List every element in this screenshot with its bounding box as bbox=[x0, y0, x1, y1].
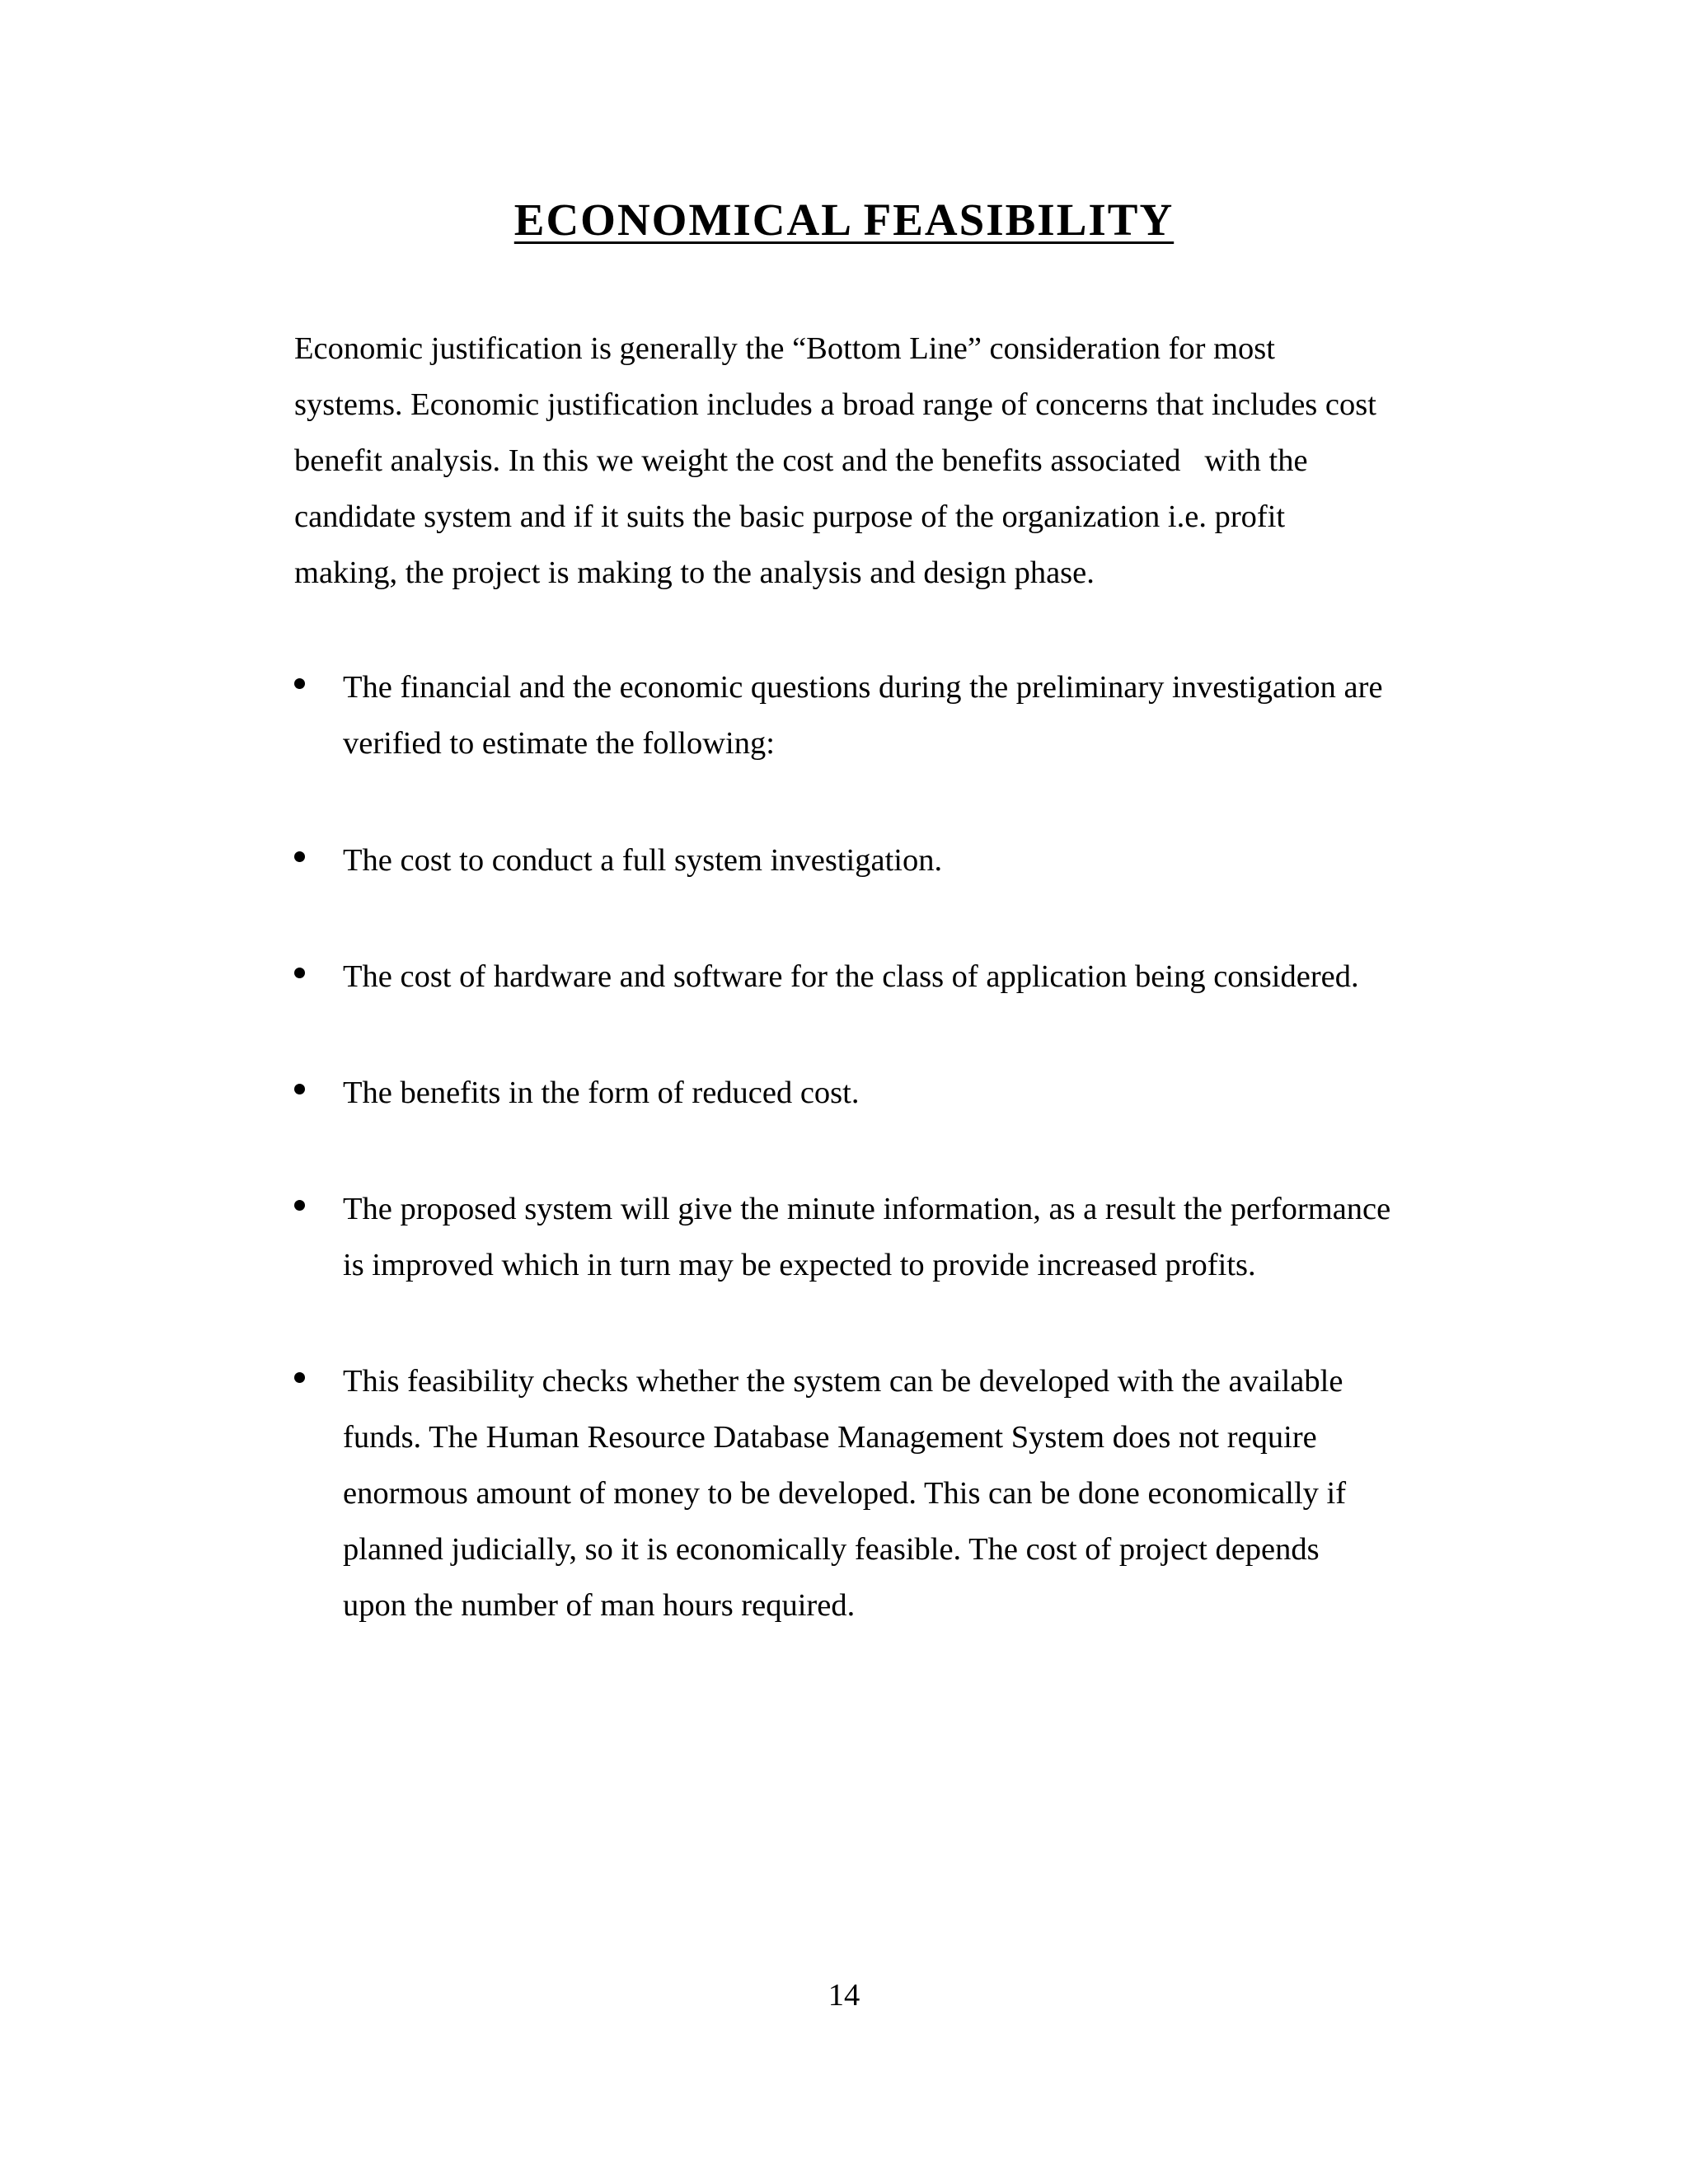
bullet-line: verified to estimate the following: bbox=[343, 726, 775, 761]
bullet-icon bbox=[294, 1084, 305, 1094]
bullet-icon bbox=[294, 678, 305, 689]
bullet-text bbox=[343, 659, 1464, 771]
bullet-line: The cost of hardware and software for the class of application being considered. bbox=[343, 959, 1359, 994]
bullet-icon bbox=[294, 1372, 305, 1383]
bullet-line: This feasibility checks whether the system can be developed with the available bbox=[343, 1364, 1343, 1399]
intro-line: Economic justification is generally the “Bottom Line” consideration for most bbox=[294, 331, 1275, 366]
bullet-line: enormous amount of money to be developed. This can be done economically if bbox=[343, 1476, 1347, 1511]
bullet-line: The cost to conduct a full system investigation. bbox=[343, 843, 943, 878]
bullet-line: upon the number of man hours required. bbox=[343, 1588, 856, 1623]
bullet-text bbox=[343, 949, 1464, 1005]
bullet-text bbox=[343, 832, 1464, 888]
page-number: 14 bbox=[828, 1978, 860, 2013]
page-title-text: ECONOMICAL FEASIBILITY bbox=[513, 194, 1175, 245]
bullet-text bbox=[343, 1353, 1464, 1633]
bullet-text bbox=[343, 1065, 1464, 1121]
intro-paragraph bbox=[294, 321, 1432, 601]
intro-line: systems. Economic justification includes a broad range of concerns that includes cost bbox=[294, 387, 1376, 422]
bullet-text bbox=[343, 1181, 1464, 1293]
bullet-line: is improved which in turn may be expected to provide increased profits. bbox=[343, 1248, 1256, 1282]
intro-line: benefit analysis. In this we weight the cost and the benefits associated with the bbox=[294, 443, 1308, 478]
bullet-line: planned judicially, so it is economically feasible. The cost of project depends bbox=[343, 1532, 1320, 1567]
page-title bbox=[0, 191, 1688, 249]
bullet-line: The financial and the economic questions during the preliminary investigation are bbox=[343, 670, 1383, 705]
bullet-line: The benefits in the form of reduced cost. bbox=[343, 1076, 860, 1110]
bullet-icon bbox=[294, 968, 305, 978]
bullet-line: The proposed system will give the minute information, as a result the performance bbox=[343, 1192, 1391, 1226]
bullet-icon bbox=[294, 1200, 305, 1211]
bullet-icon bbox=[294, 851, 305, 862]
bullet-line: funds. The Human Resource Database Management System does not require bbox=[343, 1420, 1317, 1455]
intro-line: making, the project is making to the analysis and design phase. bbox=[294, 555, 1095, 590]
intro-line: candidate system and if it suits the basic purpose of the organization i.e. profit bbox=[294, 499, 1286, 534]
